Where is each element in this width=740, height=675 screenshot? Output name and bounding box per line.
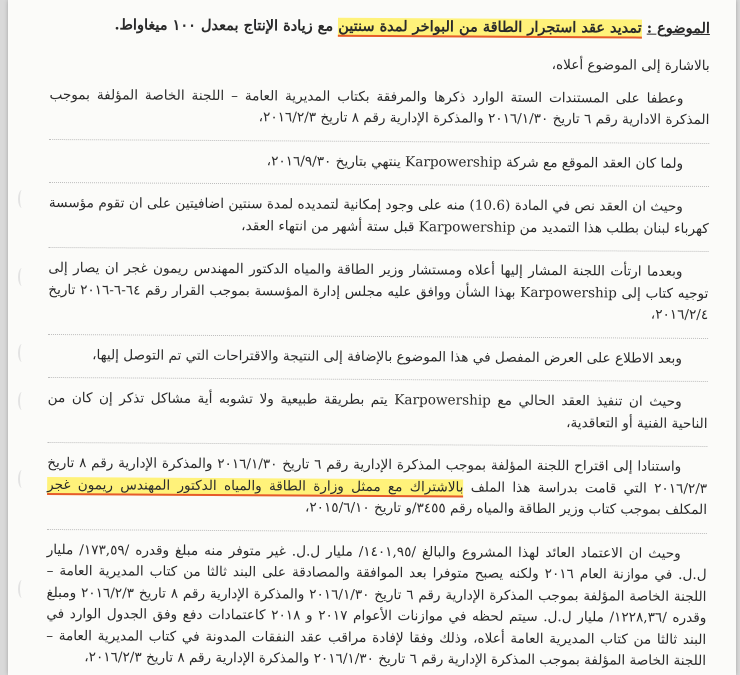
key-paragraph-end: المكلف بموجب كتاب وزير الطاقة والمياه رقم ٣٤٥٥/و تاريخ ٢٠١٥/٦/١٠،	[304, 499, 708, 518]
subject-line	[50, 14, 710, 40]
margin-mark	[18, 580, 26, 598]
document-page	[8, 0, 736, 675]
margin-mark	[18, 392, 26, 410]
divider	[49, 182, 709, 187]
divider	[48, 333, 708, 338]
letter-body	[46, 14, 710, 675]
paragraph: وحيث ان العقد نص في المادة (10.6) منه على وجود إمكانية لتمديده لمدة سنتين اضافيتين على ان تقوم مؤسسة كهرباء لبنان بطلب هذا التمديد من Karpowership قبل ستة أشهر من انتهاء العقد،	[48, 194, 709, 237]
key-paragraph-highlight: بالاشتراك مع ممثل وزارة الطاقة والمياه الدكتور المهندس ريمون غجر	[47, 476, 464, 496]
paragraph: ولما كان العقد الموقع مع شركة Karpowership ينتهي بتاريخ ٢٠١٦/٩/٣٠،	[266, 152, 684, 172]
paragraph: وبعدما ارتأت اللجنة المشار إليها أعلاه ومستشار وزير الطاقة والمياه الدكتور المهندس ريمون غجر ان يصار إلى توجيه كتاب إلى Karpowership بهذا الشأن ووافق عليه مجلس إدارة المؤسسة بموجب القرار رقم ٦٤-٦-٢٠١٦ تاريخ ٢٠١٦/٢/٤،	[48, 259, 709, 323]
paragraph: وعطفا على المستندات الستة الوارد ذكرها والمرفقة بكتاب المديرية العامة – اللجنة الخاصة المؤلفة بموجب المذكرة الادارية رقم ٦ تاريخ ٢٠١٦/١/٣٠ والمذكرة الإدارية رقم ٨ تاريخ ٢٠١٦/٢/٣،	[49, 86, 710, 128]
paragraph: وحيث ان تنفيذ العقد الحالي مع Karpowership يتم بطريقة طبيعية ولا تشوبه أية مشاكل تذكر إن كان من الناحية الفنية أو التعاقدية،	[47, 389, 708, 432]
divider	[49, 138, 709, 143]
margin-mark	[18, 190, 26, 208]
divider	[47, 528, 707, 533]
divider	[49, 247, 709, 252]
divider	[48, 377, 708, 382]
paragraph: وحيث ان الاعتماد العائد لهذا المشروع والبالغ /١٤٠١,٩٥/ مليار ل.ل. غير متوفر منه مبلغ وقدره /١٧٣,٥٩/ مليار ل.ل. في موازنة العام ٢٠١٦ ولكنه يصبح متوفرا بعد الموافقة والمصادقة على البند ثالثا من كتاب المديرية العامة – اللجنة الخاصة المؤلفة بموجب المذكرة الإدارية رقم ٦ تاريخ ٢٠١٦/١/٣٠ والمذكرة الإدارية رقم ٨ تاريخ ٢٠١٦/٢/٣ ومبلغ وقدره /١٢٢٨,٣٦/ مليار ل.ل. سيتم لحظه في موازنات الأعوام ٢٠١٧ و ٢٠١٨ كاعتمادات دفع وفق الجدول الوارد في البند ثالثا من كتاب المديرية العامة أعلاه، وذلك وفقا لإفادة مراقب عقد النفقات المدونة في كتاب المديرية العامة – اللجنة الخاصة المؤلفة بموجب المذكرة الإدارية رقم ٦ تاريخ ٢٠١٦/١/٣٠ والمذكرة الإدارية رقم ٨ تاريخ ٢٠١٦/٢/٣،	[46, 541, 707, 669]
subject-rest: مع زيادة الإنتاج بمعدل ١٠٠ ميغاواط.	[114, 16, 339, 35]
paragraph: وبعد الاطلاع على العرض المفصل في هذا الموضوع بالإضافة إلى النتيجة والاقتراحات التي تم التوصل إليها،	[92, 346, 682, 367]
key-paragraph	[47, 453, 707, 522]
divider	[47, 442, 707, 447]
subject-highlight: تمديد عقد استجرار الطاقة من البواخر لمدة سنتين	[338, 17, 642, 37]
key-paragraph-start: واستنادا إلى اقتراح اللجنة المؤلفة بموجب المذكرة الإدارية رقم ٦ تاريخ ٢٠١٦/١/٣٠ والمذكرة الإدارية رقم ٨ تاريخ ٢٠١٦/٢/٣ التي قامت بدراسة هذا الملف	[47, 454, 708, 497]
margin-mark	[18, 470, 26, 488]
margin-mark	[18, 268, 26, 286]
margin-mark	[18, 344, 26, 362]
subject-label: الموضوع :	[646, 19, 710, 37]
paragraph: بالاشارة إلى الموضوع أعلاه،	[551, 57, 710, 74]
